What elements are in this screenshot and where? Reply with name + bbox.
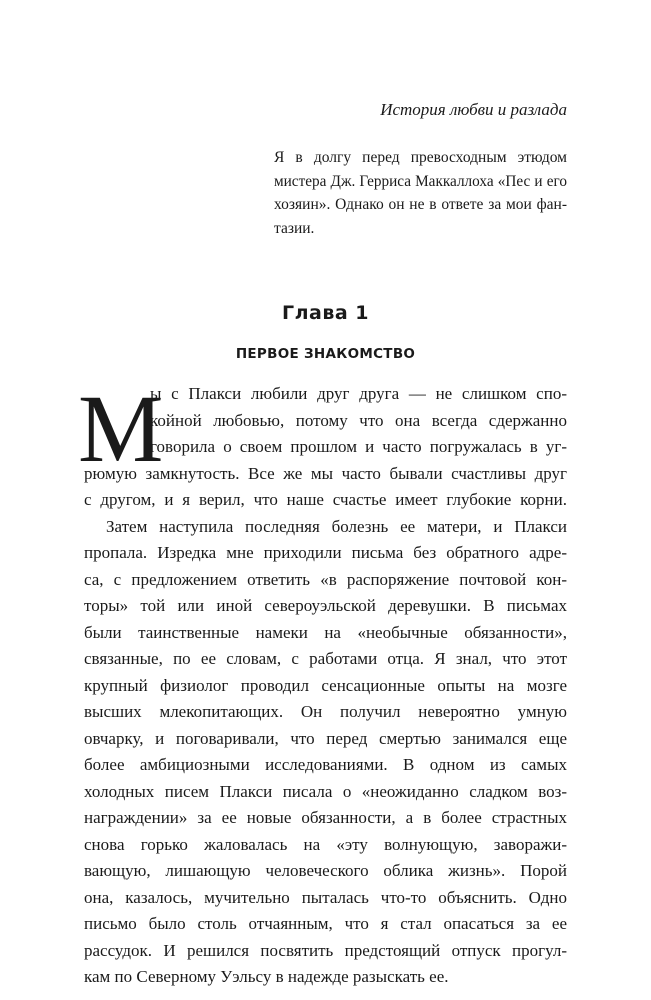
- text-line: более амбициозными исследованиями. В одном из самых: [84, 755, 567, 774]
- epigraph: [274, 146, 567, 240]
- text-line: она, казалось, мучительно пыталась что-то объяснить. Одно: [84, 887, 567, 907]
- epigraph-line: мистера Дж. Герриса Маккаллоха «Пес и его: [274, 172, 567, 190]
- text-line: рюмую замкнутость. Все же мы часто бывали счастливы друг: [84, 463, 567, 483]
- text-line: ы с Плакси любили друг друга — не слишком спо-: [150, 384, 567, 403]
- chapter-title: Глава 1: [281, 302, 370, 324]
- text-line: койной любовью, потому что она всегда сдержанно: [150, 410, 567, 430]
- epigraph-line: тазии.: [274, 219, 315, 237]
- running-head: История любви и разлада: [380, 100, 567, 119]
- text-line: связанные, по ее словам, с работами отца. Я знал, что этот: [84, 649, 567, 668]
- text-line: с другом, и я верил, что наше счастье имеет глубокие корни.: [84, 490, 567, 509]
- book-page: [78, 0, 567, 1000]
- text-line: крупный физиолог проводил сенсационные опыты на мозге: [84, 675, 567, 695]
- text-line: овчарку, и поговаривали, что перед смертью занимался еще: [84, 728, 567, 748]
- text-line: пропала. Изредка мне приходили письма без обратного адре-: [84, 543, 567, 562]
- text-line: награждении» за ее новые обязанности, а в более страстных: [84, 808, 567, 827]
- text-line: рассудок. И решился посвятить предстоящий отпуск прогул-: [84, 940, 567, 960]
- text-line: были таинственные намеки на «необычные обязанности»,: [84, 622, 567, 642]
- text-line: кам по Северному Уэльсу в надежде разыскать ее.: [84, 967, 449, 986]
- text-line: торы» той или иной североуэльской деревушки. В письмах: [84, 596, 567, 615]
- text-line: са, с предложением ответить «в распоряжение почтовой кон-: [84, 569, 567, 589]
- drop-cap: М: [78, 375, 164, 482]
- body-text: [84, 381, 567, 991]
- epigraph-line: хозяин». Однако он не в ответе за мои фан-: [274, 196, 567, 213]
- text-line: снова горько жаловалась на «эту волнующую, заворажи-: [84, 834, 567, 854]
- text-line: говорила о своем прошлом и часто погружалась в уг-: [150, 437, 567, 456]
- epigraph-line: Я в долгу перед превосходным этюдом: [274, 149, 567, 166]
- text-line: вающую, лишающую человеческого облика жизнь». Порой: [84, 861, 567, 880]
- chapter-subtitle: ПЕРВОЕ ЗНАКОМСТВО: [235, 346, 416, 362]
- text-line: письмо было столь отчаянным, что я стал опасаться за ее: [84, 914, 567, 933]
- paragraph-1: [84, 381, 567, 514]
- text-line: холодных писем Плакси писала о «неожиданно сладком воз-: [84, 781, 567, 801]
- text-line: Затем наступила последняя болезнь ее матери, и Плакси: [106, 516, 567, 536]
- text-line: высших млекопитающих. Он получил невероятно умную: [84, 702, 567, 721]
- paragraph-2: [84, 514, 567, 991]
